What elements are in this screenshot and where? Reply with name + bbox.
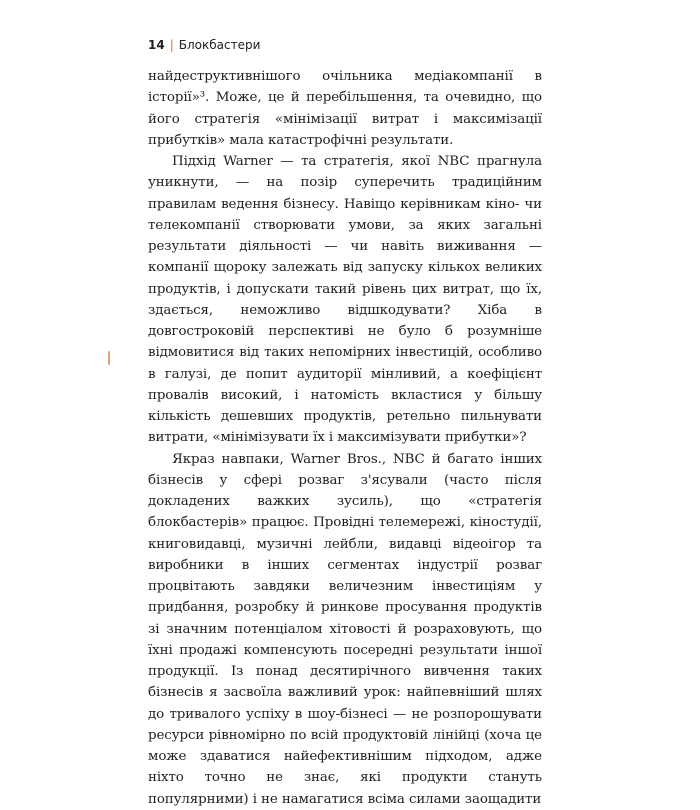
section-title: Блокбастери [178, 38, 261, 52]
paragraph-2: Підхід Warner — та стратегія, якої NBC прагнула уникнути, — на позір суперечить традиційним правилам ведення бізнесу. Навіщо керівникам кіно- чи телекомпанії створювати умови, за яких загальні результати діяльності — чи навіть виживання — компанії щороку залежать від запуску кількох великих продуктів, і допускати такий рівень цих витрат, що їх, здається, неможливо відшкодувати? Хіба в довгостроковій перспективі не було б розумніше відмовитися від таких непомірних інвестицій, особливо в галузі, де попит аудиторії мінливий, а коефіцієнт провалів високий, і натомість вкластися у більшу кількість дешевших продуктів, ретельно пильнувати витрати, «мінімізувати їх і максимізувати прибутки»? [148, 154, 542, 446]
margin-mark [108, 351, 110, 365]
body-text [148, 66, 542, 810]
header-separator: | [169, 38, 174, 52]
page-number: 14 [148, 38, 165, 52]
paragraph-3: Якраз навпаки, Warner Bros., NBC й багато інших бізнесів у сфері розваг з'ясували (часто після докладених важких зусиль), що «стратегія блокбастерів» працює. Провідні телемережі, кіностудії, книговидавці, музичні лейбли, видавці відеоігор та виробники в інших сегментах індустрії розваг процвітають завдяки величезним інвестиціям у придбання, розробку й ринкове просування продуктів зі значним потенціалом хітовості й розраховують, що їхні продажі компенсують посередні результати іншої продукції. Із понад десятирічного вивчення таких бізнесів я засвоїла важливий урок: найпевніший шлях до тривалого успіху в шоу-бізнесі — не розпорошувати ресурси рівномірно по всій продуктовій лінійці (хоча це може здаватися найефективнішим підходом, адже ніхто точно не знає, які продукти стануть популярними) і не намагатися всіма силами заощадити [148, 451, 542, 807]
paragraph-1: найдеструктивнішого очільника медіакомпанії в історії»³. Може, це й перебільшення, та очевидно, що його стратегія «мінімізації витрат і максимізації прибутків» мала катастрофічні результати. [148, 69, 542, 148]
running-head [148, 37, 260, 53]
